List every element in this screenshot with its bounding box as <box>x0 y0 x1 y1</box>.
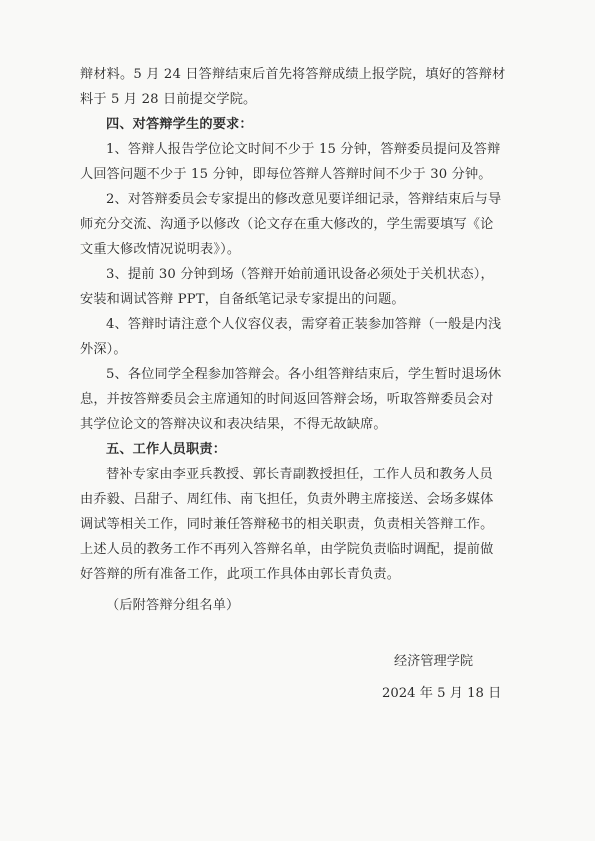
text-line: 3、提前 30 分钟到场（答辩开始前通讯设备必须处于关机状态）， <box>106 267 494 282</box>
text-line: 外深）。 <box>80 342 127 357</box>
text-line: 师充分交流、沟通予以修改（论文存在重大修改的，学生需要填写《论 <box>80 217 494 232</box>
requirement-5 <box>80 362 516 437</box>
text-line: 安装和调试答辩 PPT，自备纸笔记录专家提出的问题。 <box>80 292 405 307</box>
requirement-1 <box>80 137 516 187</box>
requirement-4 <box>80 312 516 362</box>
text-line: 2、对答辩委员会专家提出的修改意见要详细记录，答辩结束后与导 <box>106 192 502 207</box>
requirement-3 <box>80 262 516 312</box>
text-line: 调试等相关工作，同时兼任答辩秘书的相关职责，负责相关答辩工作。 <box>80 517 494 532</box>
document-body <box>80 62 516 618</box>
text-line: 1、答辩人报告学位论文时间不少于 15 分钟，答辩委员提问及答辩 <box>106 142 501 157</box>
text-line: 由乔毅、吕甜子、周红伟、南飞担任，负责外聘主席接送、会场多媒体 <box>80 492 494 507</box>
attachment-note: （后附答辩分组名单） <box>106 598 240 613</box>
signature-date: 2024 年 5 月 18 日 <box>382 686 502 701</box>
text-line: 料于 5 月 28 日前提交学院。 <box>80 92 257 107</box>
text-line: 息，并按答辩委员会主席通知的时间返回答辩会场，听取答辩委员会对 <box>80 392 494 407</box>
text-line: 上述人员的教务工作不再列入答辩名单，由学院负责临时调配，提前做 <box>80 542 494 557</box>
signature-organization: 经济管理学院 <box>394 654 474 669</box>
text-line: 其学位论文的答辩决议和表决结果，不得无故缺席。 <box>80 417 387 432</box>
text-line: 辩材料。5 月 24 日答辩结束后首先将答辩成绩上报学院，填好的答辩材 <box>80 67 506 82</box>
text-line: 5、各位同学全程参加答辩会。各小组答辩结束后，学生暂时退场休 <box>106 367 502 382</box>
continuation-paragraph <box>80 62 516 112</box>
text-line: 好答辩的所有准备工作，此项工作具体由郭长青负责。 <box>80 567 401 582</box>
text-line: 人回答问题不少于 15 分钟，即每位答辩人答辩时间不少于 30 分钟。 <box>80 167 492 182</box>
section-heading-5: 五、工作人员职责： <box>106 442 227 457</box>
requirement-2 <box>80 187 516 262</box>
duties-paragraph <box>80 462 516 587</box>
section-heading-4: 四、对答辩学生的要求： <box>106 117 253 132</box>
text-line: 4、答辩时请注意个人仪容仪表，需穿着正装参加答辩（一般是内浅 <box>106 317 502 332</box>
text-line: 文重大修改情况说明表》）。 <box>80 242 241 257</box>
text-line: 替补专家由李亚兵教授、郭长青副教授担任，工作人员和教务人员 <box>106 467 493 482</box>
